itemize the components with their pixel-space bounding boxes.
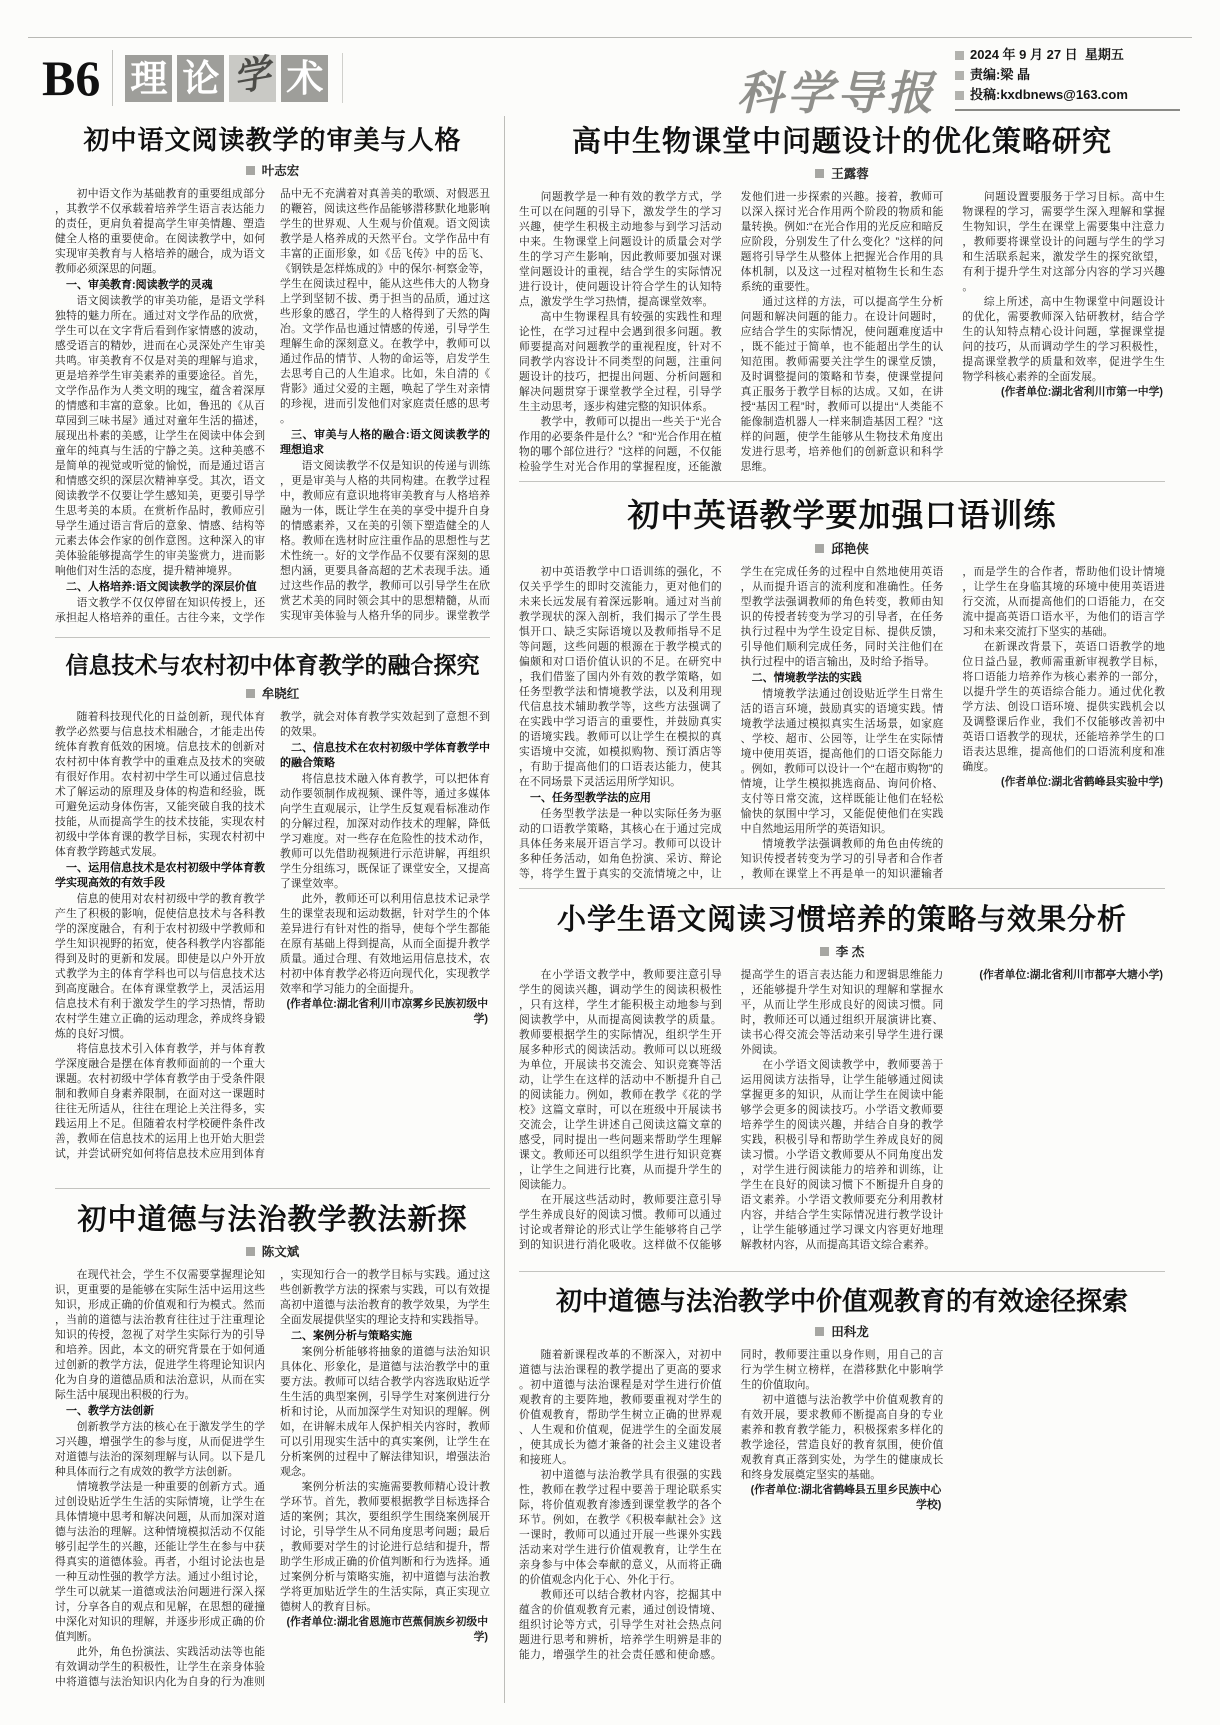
- article-body: [519, 190, 1165, 476]
- submission-row: [955, 85, 1180, 105]
- byline-square-icon: [246, 166, 255, 175]
- paragraph: 在小学语文教学中，教师要注意引导学生的阅读兴趣，调动学生的阅读积极性，只有这样，学生才能积极主动地参与到阅读教学中，从而提高阅读教学的质量。教师要根据学生的实际情况，组织学生开展多种形式的阅读活动。教师可以以班级为单位，开展读书交流会、知识竞赛等活动，让学生在这样的活动中不断提升自己的阅读能力。例如，教师在教学《花的学校》这篇文章时，可以在班级中开展读书交流会，让学生讲述自己阅读这篇文章的感受，同时提出一些问题来帮助学生理解课文。教师还可以组织学生进行知识竞赛，让学生之间进行比赛，从而提升学生的阅读能力。: [519, 969, 722, 1192]
- paragraph: 随着新课程改革的不断深入，对初中道德与法治课程的教学提出了更高的要求。初中道德与法治课程是对学生进行价值观教育的主要阵地，教师要重视对学生的价值观教育，帮助学生树立正确的世界观、人生观和价值观，促进学生的全面发展，使其成长为德才兼备的社会主义建设者和接班人。: [519, 1348, 722, 1466]
- author-name: 牟晓红: [261, 686, 300, 701]
- header-divider-2: [342, 53, 343, 103]
- section-tile-xue: [229, 52, 276, 102]
- article-divider: [519, 1271, 1165, 1272]
- paragraph: 初中英语教学中口语训练的强化，不仅关乎学生的即时交流能力，更对他们的未来长远发展有着深远影响。通过对当前教学现状的深入剖析，我们揭示了学生畏惧开口、缺乏实际语境以及教师指导不足等问题，这些问题的根源在于教学模式的偏颇和对口语价值认识的不足。在研究中，我们借鉴了国内外有效的教学策略，如任务型教学法和情境教学法，以及利用现代信息技术辅助教学等，这些方法强调了在实践中学习语言的重要性，并鼓励真实的语境实践。教师可以让学生在模拟的真实语境中交流，如模拟购物、预订酒店等，有助于提高他们的口语表达能力，使其在不同场景下灵活运用所学知识。: [519, 566, 722, 788]
- submission-email: 投稿:kxdbnews@163.com: [970, 87, 1128, 102]
- paragraph: 高中生物课程具有较强的实践性和理论性，在学习过程中会遇到很多问题。教师要提高对问题教学的重视程度，针对不同教学内容设计不同类型的问题，注重问题设计的技巧，把提出问题、分析问题和解决问题贯穿于课堂教学全过程，引导学生主动思考，逐步构建完整的知识体系。: [519, 311, 722, 414]
- paragraph: 情境教学法通过创设贴近学生日常生活的语言环境，鼓励真实的语境实践。情境教学法通过模拟真实生活场景，如家庭、学校、超市、公园等，让学生在实际情境中使用英语，提高他们的口语交际能力。例如，教师可以设计一个“在超市购物”的情境，让学生模拟挑选商品、询问价格、支付等日常交流，这样既能让他们在轻松愉快的氛围中学习，又能促使他们在实践中自然地运用所学的英语知识。: [740, 688, 944, 835]
- paragraph: 在开展这些活动时，教师要注意引导学生养成良好的阅读习惯。教师可以通过讨论或者辩论的形式让学生能够将自己学到的知识进行消化吸收。这样做不仅能够提高学生的语言表达能力和逻辑思维能力，还能够提升学生对知识的理解和掌握水平，从而让学生形成良好的阅读习惯。同时，教师还可以通过组织开展演讲比赛、读书心得交流会等活动来引导学生进行课外阅读。: [519, 969, 944, 1252]
- paragraph: 随着科技现代化的日益创新，现代体育教学必然要与信息技术相融合，才能走出传统体育教育低效的困境。信息技术的创新对农村初中体育教学中的重难点及技术的突破有很好作用。农村初中学生可以通过信息技术了解运动的原理及身体的构造和经验，既可避免运动身体伤害，又能突破自我的技术技能，从而提高学生的技术技能，实现农村初级中学体育课的教学目标，实现农村初中体育教学跨越式发展。: [55, 710, 265, 858]
- paragraph: 语文阅读教学不仅是知识的传递与训练，更是审美与人格的共同构建。在教学过程中，教师应有意识地将审美教育与人格培养融为一体，既让学生在美的享受中提升自身的情感素养，又在美的引领下塑造健全的人格。教师在选材时应注重作品的思想性与艺术性统一。好的文学作品不仅要有深刻的思想内涵，更要具备高超的艺术表现手法。通过这些作品的教学，教师可以引导学生在欣赏艺术美的同时领会其中的思想精髓，从而实现审美体验与人格升华的同步。课堂教学: [280, 459, 490, 622]
- article-it-pe-integration: [55, 643, 490, 1183]
- square-bullet-icon: [955, 51, 964, 60]
- section-heading: 一、教学方法创新: [66, 1405, 154, 1418]
- square-bullet-icon: [955, 91, 964, 100]
- section-heading: 二、信息技术在农村初级中学体育教学中的融合策略: [280, 741, 490, 769]
- section-heading: 三、审美与人格的融合:语文阅读教学的理想追求: [280, 428, 490, 456]
- masthead-logo: 科学导报: [737, 68, 937, 119]
- paragraph: 语文教学不仅仅停留在知识传授上，还承担起人格培养的重任。古往今来，文学作品中无不充满着对真善美的歌颂、对假恶丑的鞭笞，阅读这些作品能够潜移默化地影响学生的世界观、人生观与价值观。语文阅读教学是人格养成的天然平台。文学作品中有丰富的正面形象，如《岳飞传》中的岳飞、《钢铁是怎样炼成的》中的保尔·柯察金等，学生在阅读过程中，能从这些伟大的人物身上学到坚韧不拔、勇于担当的品质，通过这些形象的感召，学生的人格得到了天然的陶冶。文学作品也通过情感的传递，引导学生理解生命的深刻意义。在教学中，教师可以通过作品的情节、人物的命运等，启发学生去思考自己的人生追求。比如，朱自清的《背影》通过父爱的主题，唤起了学生对亲情的珍视，进而引发他们对家庭责任感的思考。: [55, 187, 490, 624]
- section-heading: 二、人格培养:语文阅读教学的深层价值: [66, 580, 257, 593]
- article-title: 初中英语教学要加强口语训练: [627, 497, 1057, 533]
- publication-info: [955, 45, 1180, 111]
- paragraph: 将信息技术融入体育教学，可以把体育动作要领制作成视频、课件等，通过多媒体向学生直观展示，让学生反复观看标准动作的分解过程，加深对动作技术的理解，降低学习难度。对一些存在危险性的技术动作，教师可以先借助视频进行示范讲解，再组织学生分组练习，既保证了课堂安全，又提高了课堂效率。: [280, 772, 490, 890]
- author-name: 邱艳侠: [831, 542, 869, 556]
- article-title: 信息技术与农村初中体育教学的融合探究: [65, 652, 480, 678]
- byline-square-icon: [815, 544, 824, 553]
- page-content: [55, 116, 1165, 1703]
- section-heading: 一、运用信息技术是农村初级中学体育教学实现高效的有效手段: [55, 861, 265, 889]
- author-name: 李 杰: [835, 945, 865, 960]
- section-tile-xue-glyph: 学: [230, 52, 275, 100]
- paragraph: 问题设置要服务于学习目标。高中生物课程的学习，需要学生深入理解和掌握生物知识，学生在课堂上需要集中注意力，教师要将课堂设计的问题与学生的学习和生活联系起来，激发学生的探究欲望，有利于提升学生对这部分内容的学习兴趣。: [962, 191, 1165, 294]
- article-body: [519, 1348, 1165, 1670]
- paragraph: 语文阅读教学的审美功能，是语文学科独特的魅力所在。通过对文学作品的欣赏，学生可以在文字背后看到作家情感的波动，感受语言的精妙，进而在心灵深处产生审美共鸣。审美教育不仅是对美的理解与追求，更是培养学生审美素养的重要途径。首先，文学作品作为人类文明的瑰宝，蕴含着深厚的情感和丰富的意象。比如，鲁迅的《从百草园到三味书屋》通过对童年生活的描述，展现出朴素的美感，让学生在阅读中体会到童年的纯真与生活的宁静之美。这种美感不是简单的视觉或听觉的愉悦，而是通过语言和情感交织的深层次精神享受。其次，语文阅读教学不仅要让学生感知美，更要引导学生思考美的本质。在赏析作品时，教师应引导学生通过语言背后的意象、情感、结构等元素去体会作家的创作意图。这种深入的审美体验能够提高学生的审美鉴赏力，进而影响他们对生活的态度，提升精神境界。: [55, 294, 265, 577]
- paragraph: 教师还可以结合教材内容，挖掘其中蕴含的价值观教育元素，通过创设情境、组织讨论等方式，引导学生对社会热点问题进行思考和辨析，培养学生明辨是非的能力，增强学生的社会责任感和使命感。同时，教师要注重以身作则，用自己的言行为学生树立榜样，在潜移默化中影响学生的价值取向。: [519, 1348, 944, 1661]
- publication-date-row: [955, 45, 1180, 65]
- paragraph: 情境教学法是一种重要的创新方式。通过创设贴近学生生活的实际情境，让学生在具体情境中思考和解决问题，从而加深对道德与法治的理解。这种情境模拟活动不仅能够引起学生的兴趣，还能让学生在参与中获得真实的道德体验。再者，小组讨论法也是一种互动性强的教学方法。通过小组讨论，学生可以就某一道德或法治问题进行深入探讨，分享各自的观点和见解，在思想的碰撞中深化对知识的理解，并逐步形成正确的价值判断。: [55, 1481, 265, 1644]
- byline-square-icon: [815, 169, 824, 178]
- paragraph: 情境教学法强调教师的角色由传统的知识传授者转变为学习的引导者和合作者，教师在课堂上不再是单一的知识灌输者，而是学生的合作者，帮助他们设计情境，让学生在身临其境的环境中使用英语进行交流，从而提高他们的口语能力，在交流中提高英语口语水平，为他们的语言学习和未来交流打下坚实的基础。: [740, 566, 1165, 880]
- article-divider: [519, 888, 1165, 889]
- author-name: 陈文斌: [261, 1245, 300, 1260]
- paragraph: 综上所述，高中生物课堂中问题设计的优化，需要教师深入钻研教材，结合学生的认知特点精心设计问题，掌握课堂提问的技巧，从而调动学生的学习积极性，提高课堂教学的质量和效率，促进学生生物学科核心素养的全面发展。: [962, 296, 1165, 384]
- paragraph: 在小学语文阅读教学中，教师要善于运用阅读方法指导，让学生能够通过阅读掌握更多的知识，从而让学生在阅读中能够学会更多的阅读技巧。小学语文教师要培养学生的阅读兴趣，并结合自身的教学实践，积极引导和帮助学生养成良好的阅读习惯。小学语文教师要从不同角度出发，对学生进行阅读能力的培养和训练，让学生在良好的阅读习惯下不断提升自身的语文素养。小学语文教师要充分利用教材内容，并结合学生实际情况进行教学设计，让学生能够通过学习课文内容更好地理解教材内容，从而提高其语文综合素养。: [740, 1059, 944, 1252]
- section-heading: 二、情境教学法的实践: [751, 672, 862, 684]
- article-chinese-reading: [55, 116, 490, 632]
- article-body: [55, 710, 490, 1178]
- page-header: [42, 44, 1180, 119]
- paragraph: 在新课改背景下，英语口语教学的地位日益凸显，教师需重新审视教学目标，将口语能力培养作为核心素养的一部分，以提升学生的英语综合能力。通过优化教学方法、创设口语环境、提供实践机会以及调整课后作业，我们不仅能够改善初中英语口语教学的现状，还能培养学生的口语表达思维，提高他们的口语流利度和准确度。: [962, 641, 1165, 773]
- byline-square-icon: [246, 1247, 255, 1256]
- section-tile-lun: 论: [177, 55, 224, 102]
- vertical-rule: [504, 116, 505, 1703]
- section-logo: [125, 52, 328, 102]
- article-title: 初中道德与法治教学教法新探: [77, 1204, 468, 1236]
- byline-square-icon: [815, 1327, 824, 1336]
- author-affiliation: (作者单位:湖北省利川市第一中学): [1001, 386, 1163, 399]
- byline-square-icon: [820, 947, 829, 956]
- article-divider: [55, 1188, 490, 1189]
- paragraph: 初中道德与法治教学中价值观教育的有效开展，要求教师不断提高自身的专业素养和教育教学能力，积极探索多样化的教学途径，营造良好的教育氛围，使价值观教育真正落到实处，为学生的健康成长和终身发展奠定坚实的基础。: [740, 1393, 944, 1481]
- article-english-oral: [519, 487, 1165, 883]
- paragraph: 案例分析能够将抽象的道德与法治知识具体化、形象化，是道德与法治教学中的重要方法。教师可以结合教学内容选取贴近学生生活的典型案例，引导学生对案例进行分析和讨论，从而加深学生对知识的理解。例如，在讲解未成年人保护相关内容时，教师可以引用现实生活中的真实案例，让学生在分析案例的过程中了解法律知识，增强法治观念。: [280, 1346, 490, 1479]
- byline-square-icon: [246, 689, 255, 698]
- author-affiliation: (作者单位:湖北省鹤峰县五里乡民族中心学校): [750, 1483, 942, 1511]
- publication-date: 2024 年 9 月 27 日: [970, 47, 1078, 62]
- article-byline: [55, 684, 490, 702]
- paragraph: 初中语文作为基础教育的重要组成部分，其教学不仅承载着培养学生语言表达能力的责任，更肩负着提高学生审美情趣、塑造健全人格的重要使命。在阅读教学中，如何实现审美教育与人格培养的融合，成为语文教师必须深思的问题。: [55, 187, 265, 275]
- paragraph: 此外，教师还可以利用信息技术记录学生的课堂表现和运动数据，针对学生的个体差异进行有针对性的指导，使每个学生都能在原有基础上得到提高，从而全面提升教学质量。通过合理、有效地运用信息技术，农村初中体育教学必将迈向现代化，实现教学效率和学习能力的全面提升。: [280, 892, 490, 995]
- article-primary-reading-habit: [519, 894, 1165, 1266]
- editor-label: 责编:梁 晶: [970, 67, 1030, 82]
- header-right: [737, 45, 1180, 119]
- article-biology-questions: [519, 116, 1165, 476]
- paragraph: 教学中，教师可以提出一些关于“光合作用的必要条件是什么？”和“光合作用在植物的哪个部位进行？”这样的问题，不仅能检验学生对光合作用的掌握程度，还能激发他们进一步探索的兴趣。接着，教师可以深入探讨光合作用两个阶段的物质和能量转换。例如:“在光合作用的光反应和暗反应阶段，分别发生了什么变化？”这样的问题将引导学生从整体上把握光合作用的具体机制，以及这一过程对植物生长和生态系统的重要性。: [519, 191, 944, 474]
- article-values-education: [519, 1277, 1165, 1703]
- page-number: B6: [42, 50, 101, 106]
- author-name: 王露蓉: [831, 167, 869, 182]
- section-tile-li: 理: [125, 55, 172, 102]
- article-title: 小学生语文阅读习惯培养的策略与效果分析: [556, 904, 1127, 936]
- paragraph: 任务型教学法是一种以实际任务为驱动的口语教学策略，其核心在于通过完成具体任务来展开语言学习。教师可以设计多种任务活动，如角色扮演、采访、辩论等，将学生置于真实的交流情境之中，让学生在完成任务的过程中自然地使用英语，从而提升语言的流利度和准确性。任务型教学法强调教师的角色转变，教师由知识的传授者转变为学习的引导者，在任务执行过程中为学生设定目标、提供反馈，引导他们顺利完成任务，同时关注他们在执行过程中的语言输出，及时给予指导。: [519, 566, 944, 880]
- square-bullet-icon: [955, 71, 964, 80]
- paragraph: 问题教学是一种有效的教学方式，学生可以在问题的引导下，激发学生的学习兴趣，使学生积极主动地参与到学习活动中来。生物课堂上问题设计的质量会对学生的学习产生影响，因此教师要加强对课堂问题设计的重视，结合学生的实际情况进行设计，使问题设计符合学生的认知特点，激发学生学习热情，提高课堂效率。: [519, 191, 722, 309]
- article-body: [519, 968, 1165, 1265]
- paragraph: 案例分析法的实施需要教师精心设计教学环节。首先，教师要根据教学目标选择合适的案例；其次，要组织学生围绕案例展开讨论，引导学生从不同角度思考问题；最后，教师要对学生的讨论进行总结和提升，帮助学生形成正确的价值判断和行为选择。通过案例分析与策略实施，初中道德与法治教学将更加贴近学生的生活实际，真正实现立德树人的教育目标。: [280, 1481, 490, 1614]
- article-body: [55, 1268, 490, 1698]
- article-byline: [519, 164, 1165, 182]
- article-byline: [519, 539, 1165, 557]
- paragraph: 在现代社会，学生不仅需要掌握理论知识，更重要的是能够在实际生活中运用这些知识，形成正确的价值观和行为模式。然而，当前的道德与法治教育往往过于注重理论知识的传授，忽视了对学生实际行为的引导和培养。因此，本文的研究背景在于如何通过创新的教学方法，促进学生将理论知识内化为自身的道德品质和法治意识，从而在实际生活中展现出积极的行为。: [55, 1269, 265, 1402]
- publication-weekday: 星期五: [1084, 47, 1124, 62]
- article-divider: [519, 481, 1165, 482]
- left-column-region: [55, 116, 490, 1703]
- article-morality-law-methods: [55, 1194, 490, 1703]
- paragraph: 创新教学方法的核心在于激发学生的学习兴趣，增强学生的参与度，从而促进学生对道德与法治的深刻理解与认同。以下是几种具体而行之有成效的教学方法创新。: [55, 1421, 265, 1479]
- section-tile-shu: 术: [281, 55, 328, 102]
- editor-row: [955, 65, 1180, 85]
- article-title: 高中生物课堂中问题设计的优化策略研究: [571, 126, 1112, 158]
- author-affiliation: (作者单位:湖北省恩施市芭蕉侗族乡初级中学): [286, 1616, 488, 1644]
- article-divider: [55, 637, 490, 638]
- author-name: 叶志宏: [261, 163, 300, 178]
- article-byline: [55, 1242, 490, 1260]
- section-heading: 二、案例分析与策略实施: [291, 1330, 412, 1343]
- paragraph: 将信息技术引入体育教学，并与体育教学深度融合是摆在体育教师面前的一个重大课题。农村初级中学体育教学由于受条件限制和教师自身素养限制，在面对这一课题时往往无所适从，往往在理论上关注得多，实践运用上不足。但随着农村学校硬件条件改善，教师在信息技术的运用上也开始大胆尝试，并尝试研究如何将信息技术应用到体育教学，就会对体育教学实效起到了意想不到的效果。: [55, 710, 490, 1160]
- article-title: 初中道德与法治教学中价值观教育的有效途径探索: [555, 1286, 1128, 1316]
- article-byline: [519, 942, 1165, 960]
- article-body: [55, 187, 490, 630]
- paragraph: 信息的使用对农村初级中学的教育教学产生了积极的影响，促使信息技术与各科教学的深度融合，有利于农村初级中学教师和学生知识视野的拓宽，使各科教学内容都能得到及时的更新和发展。即使是以户外开放式教学为主的体育学科也可以与信息技术达到高度融合。在体育课堂教学上，灵活运用信息技术有利于激发学生的学习热情，帮助农村学生建立正确的运动理念，养成终身锻炼的良好习惯。: [55, 892, 265, 1040]
- section-heading: 一、审美教育:阅读教学的灵魂: [66, 278, 213, 291]
- paragraph: 通过这样的方法，可以提高学生分析问题和解决问题的能力。在设计问题时，应结合学生的实际情况，使问题难度适中，既不能过于简单，也不能超出学生的认知范围。教师需要关注学生的课堂反馈，及时调整提问的策略和节奏，使课堂提问真正服务于教学目标的达成。又如，在讲授“基因工程”时，教师可以提出“人类能不能像制造机器人一样来制造基因工程？”这样的问题，使学生能够从生物技术角度出发进行思考，培养他们的创新意识和科学思维。: [740, 296, 944, 474]
- author-affiliation: (作者单位:湖北省利川市凉雾乡民族初级中学): [286, 997, 488, 1025]
- right-column-region: [519, 116, 1165, 1703]
- paragraph: 此外，角色扮演法、实践活动法等也能有效调动学生的积极性，让学生在亲身体验中将道德与法治知识内化为自身的行为准则，实现知行合一的教学目标与实践。通过这些创新教学方法的探索与实践，可以有效提高初中道德与法治教育的教学效果，为学生全面发展提供坚实的理论支持和实践指导。: [55, 1269, 490, 1689]
- article-title: 初中语文阅读教学的审美与人格: [83, 125, 462, 155]
- header-divider: [112, 50, 113, 106]
- article-body: [519, 565, 1165, 883]
- author-affiliation: (作者单位:湖北省鹤峰县实验中学): [1001, 776, 1163, 788]
- author-affiliation: (作者单位:湖北省利川市都亭大塘小学): [979, 969, 1163, 982]
- author-name: 田科龙: [831, 1324, 869, 1339]
- paragraph: 初中道德与法治教学具有很强的实践性，教师在教学过程中要善于理论联系实际，将价值观教育渗透到课堂教学的各个环节。例如，在教学《积极奉献社会》这一课时，教师可以通过开展一些课外实践活动来对学生进行价值观教育，让学生在亲身参与中体会奉献的意义，从而将正确的价值观念内化于心、外化于行。: [519, 1468, 722, 1586]
- section-heading: 一、任务型教学法的应用: [530, 792, 651, 804]
- article-byline: [519, 1322, 1165, 1340]
- article-byline: [55, 161, 490, 179]
- top-rule: [28, 37, 1192, 38]
